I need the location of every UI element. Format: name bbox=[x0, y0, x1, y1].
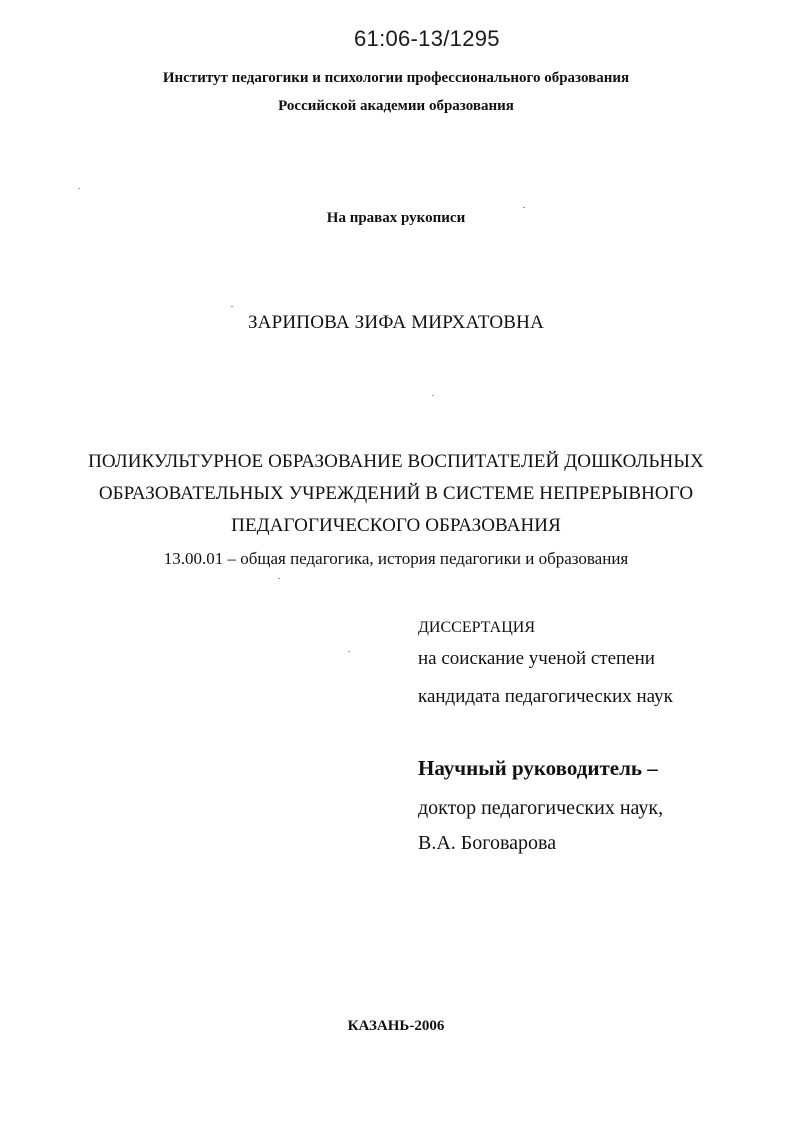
degree-line-1: на соискание ученой степени bbox=[418, 648, 655, 669]
scan-speck bbox=[278, 578, 280, 579]
institution-name: Институт педагогики и психологии профессионального образования bbox=[162, 70, 630, 86]
scan-speck bbox=[348, 651, 350, 652]
supervisor-label: Научный руководитель – bbox=[418, 756, 658, 780]
scan-speck bbox=[432, 395, 434, 396]
manuscript-note: На правах рукописи bbox=[326, 210, 466, 226]
scan-speck bbox=[523, 207, 525, 208]
supervisor-title: доктор педагогических наук, bbox=[418, 797, 664, 819]
title-line-1: ПОЛИКУЛЬТУРНОЕ ОБРАЗОВАНИЕ ВОСПИТАТЕЛЕЙ ДОШКОЛЬНЫХ bbox=[88, 451, 704, 472]
academy-name: Российской академии образования bbox=[278, 98, 514, 114]
author-name: ЗАРИПОВА ЗИФА МИРХАТОВНА bbox=[247, 312, 545, 333]
scan-speck bbox=[231, 306, 233, 307]
title-line-3: ПЕДАГОГИЧЕСКОГО ОБРАЗОВАНИЯ bbox=[231, 515, 561, 536]
archive-code: 61:06-13/1295 bbox=[354, 26, 500, 51]
scan-speck bbox=[78, 188, 80, 189]
city-year: КАЗАНЬ-2006 bbox=[347, 1018, 445, 1034]
degree-line-2: кандидата педагогических наук bbox=[418, 686, 673, 707]
title-line-2: ОБРАЗОВАТЕЛЬНЫХ УЧРЕЖДЕНИЙ В СИСТЕМЕ НЕПРЕРЫВНОГО bbox=[98, 483, 694, 504]
supervisor-name: В.А. Боговарова bbox=[418, 832, 557, 854]
dissertation-label: ДИССЕРТАЦИЯ bbox=[418, 619, 535, 636]
specialty-code: 13.00.01 – общая педагогика, история педагогики и образования bbox=[163, 549, 629, 568]
